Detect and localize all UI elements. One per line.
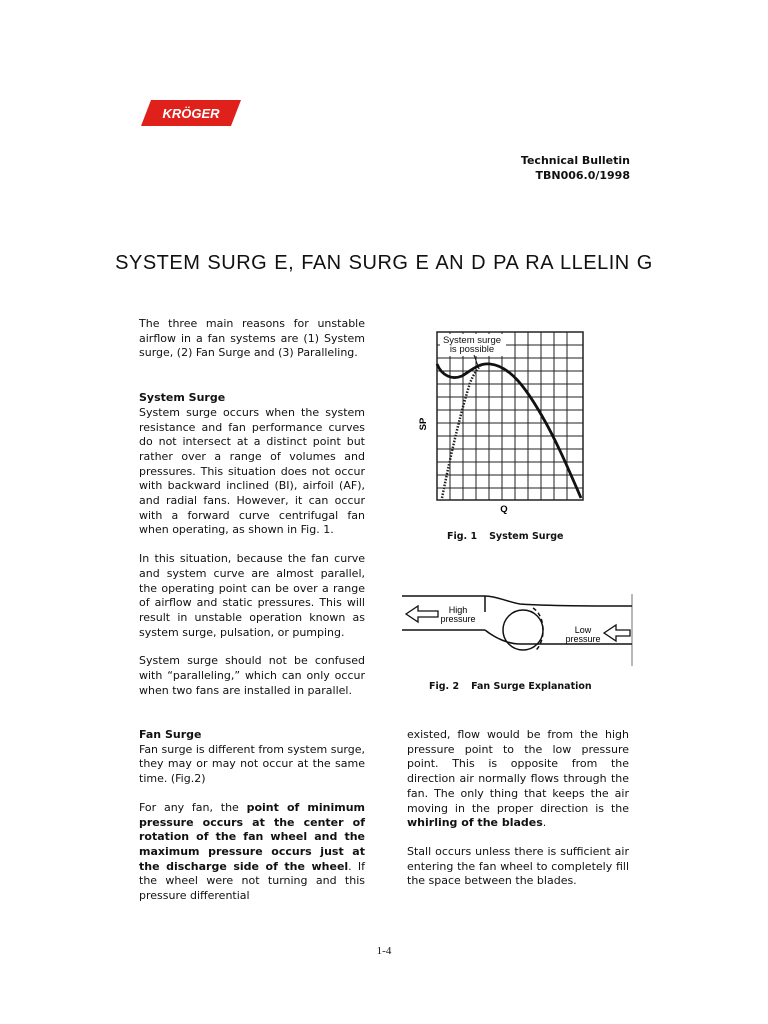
fig2-high-label-2: pressure: [440, 614, 476, 624]
bulletin-header: [521, 153, 630, 183]
page-number: 1-4: [376, 945, 392, 957]
fan-surge-heading: Fan Surge: [139, 728, 202, 741]
right-p1-start: existed, flow would be from the high pressure point to the low pressure point. This is opposite from the direction air normally flows through the fan. The only thing that keeps the air moving in the proper direction is the: [407, 728, 629, 815]
right-p1-emphasis: whirling of the blades: [407, 816, 543, 830]
intro-paragraph: The three main reasons for unstable airflow in a fan systems are (1) System surge, (2) Fan Surge and (3) Paralleling.: [139, 317, 365, 360]
fig2-diagram: [400, 584, 636, 668]
logo-text: KRÖGER: [162, 106, 220, 121]
fig1-y-axis-label: SP: [418, 417, 429, 431]
system-surge-paragraph-1: System surge occurs when the system resistance and fan performance curves do not intersect at a distinct point but rather over a range of volumes and pressures. This situation does not occur with backward inclined (BI), airfoil (AF), and radial fans. However, it can occur with a forward curve centrifugal fan when operating, as shown in Fig. 1.: [139, 405, 365, 537]
fig1-caption-number: Fig. 1: [447, 531, 478, 542]
fig1-x-axis-label: Q: [500, 504, 508, 515]
kroger-logo: [141, 99, 241, 127]
bulletin-number: TBN006.0/1998: [535, 169, 630, 182]
right-p1-end: .: [542, 816, 547, 830]
system-surge-paragraph-2: In this situation, because the fan curve and system curve are almost parallel, the operating point can be over a range of airflow and static pressures. This will result in unstable operation known as system surge, pulsation, or pumping.: [139, 552, 365, 639]
right-column-bottom: [407, 728, 629, 889]
fig1-annotation-line2: is possible: [449, 344, 495, 355]
fig2-low-label-2: pressure: [565, 634, 601, 644]
fig1-grid: [437, 332, 583, 500]
fig1-annotation-line1: System surge: [442, 335, 502, 346]
right-paragraph-2: Stall occurs unless there is sufficient air entering the fan wheel to completely fill the space between the blades.: [407, 844, 629, 888]
left-column-top: [139, 317, 365, 698]
fig2-high-label-1: High: [448, 605, 468, 615]
fan-surge-paragraph-1: Fan surge is different from system surge, they may or may not occur at the same time. (Fig.2): [139, 742, 365, 786]
fan-surge-paragraph-2: [139, 801, 365, 904]
fig1-caption: [447, 531, 564, 542]
system-surge-heading: System Surge: [139, 391, 226, 405]
fig2-caption: [429, 681, 592, 692]
page-title: SYSTEM SURG E, FAN SURG E AN D PA RA LLELIN G: [115, 252, 653, 274]
outflow-arrow-icon: [406, 606, 438, 622]
left-column-bottom: [139, 728, 365, 904]
fan-surge-p2-end: . If the wheel were not turning and this pressure differential: [139, 859, 365, 903]
system-surge-paragraph-3: System surge should not be confused with “paralleling,” which can only occur when two fans are installed in parallel.: [139, 654, 365, 697]
fig2-caption-text: Fan Surge Explanation: [471, 681, 592, 692]
fig1-diagram: [418, 328, 588, 518]
right-paragraph-1: [407, 728, 629, 831]
bulletin-type: Technical Bulletin: [520, 154, 630, 167]
inflow-arrow-icon: [604, 625, 630, 641]
fig2-low-label-1: Low: [574, 625, 592, 635]
fan-surge-p2-emphasis: point of minimum pressure occurs at the center of rotation of the fan wheel and the maximum pressure occurs just at the discharge side of the wheel: [139, 800, 366, 873]
fig1-caption-text: System Surge: [489, 531, 564, 542]
fan-surge-p2-start: For any fan, the: [139, 800, 247, 814]
fig2-caption-number: Fig. 2: [429, 681, 460, 692]
